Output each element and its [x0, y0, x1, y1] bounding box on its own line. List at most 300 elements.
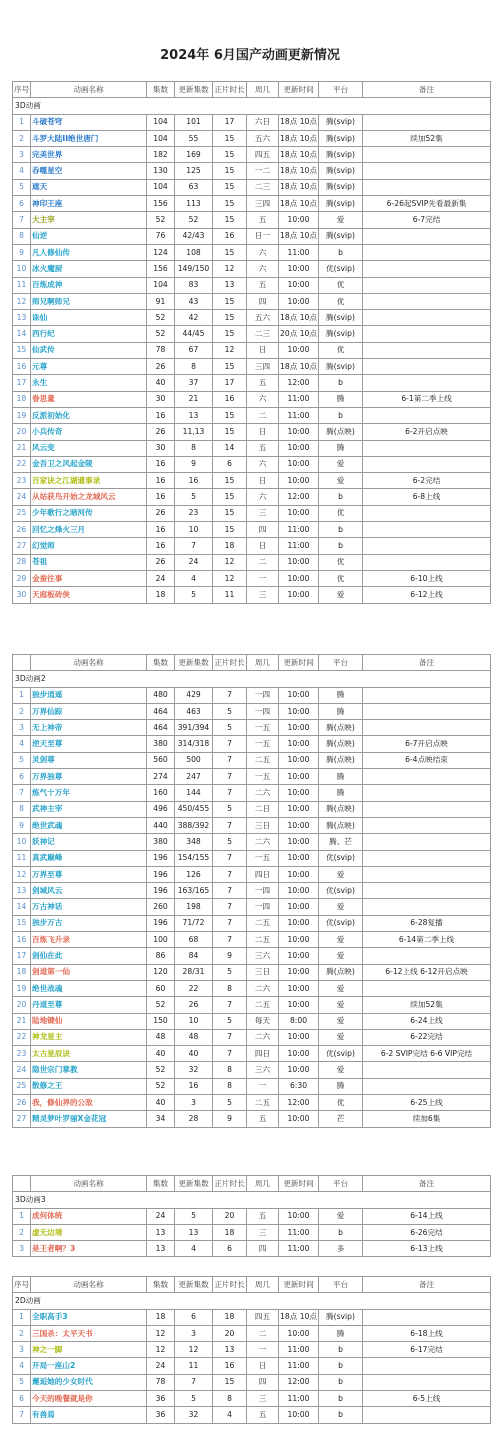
cell-time: 10:00 [279, 212, 319, 228]
cell-time: 10:00 [279, 801, 319, 817]
row-number: 1 [13, 114, 31, 130]
anime-name: 神之一脚 [31, 1342, 147, 1358]
cell-upd: 348 [175, 834, 213, 850]
table-row [13, 522, 491, 538]
cell-eps: 496 [147, 801, 175, 817]
note-cell: 6-14第二季上线 [363, 932, 491, 948]
table-row [13, 244, 491, 260]
column-header: 备注 [363, 1176, 491, 1192]
anime-name: 百炼成神 [31, 277, 147, 293]
row-number: 10 [13, 834, 31, 850]
cell-time: 10:00 [279, 850, 319, 866]
cell-plat: 腾(svip) [319, 196, 363, 212]
cell-plat: 腾 [319, 687, 363, 703]
cell-eps: 34 [147, 1111, 175, 1127]
cell-day: 二日 [247, 801, 279, 817]
anime-name: 今天的晚餐就是你 [31, 1391, 147, 1407]
cell-len: 12 [213, 570, 247, 586]
cell-plat: 爱 [319, 1062, 363, 1078]
cell-upd: 126 [175, 866, 213, 882]
cell-eps: 24 [147, 1358, 175, 1374]
row-number: 10 [13, 261, 31, 277]
cell-upd: 144 [175, 785, 213, 801]
cell-day: 三 [247, 587, 279, 603]
note-cell [363, 179, 491, 195]
note-cell [363, 277, 491, 293]
column-header: 备注 [363, 82, 491, 98]
column-header: 更新时间 [279, 1176, 319, 1192]
cell-time: 10:00 [279, 883, 319, 899]
cell-plat: 优(svip) [319, 915, 363, 931]
cell-eps: 30 [147, 440, 175, 456]
cell-day: 六日 [247, 114, 279, 130]
column-header: 集数 [147, 82, 175, 98]
anime-name: 诛仙 [31, 310, 147, 326]
row-number: 6 [13, 1391, 31, 1407]
cell-len: 14 [213, 440, 247, 456]
row-number: 23 [13, 1046, 31, 1062]
note-cell: 6-12上线 6-12开启点映 [363, 964, 491, 980]
table-row [13, 114, 491, 130]
note-cell: 6-5上线 [363, 1391, 491, 1407]
anime-name: 万界独尊 [31, 769, 147, 785]
cell-plat: b [319, 375, 363, 391]
row-number: 22 [13, 1029, 31, 1045]
cell-len: 16 [213, 391, 247, 407]
cell-plat: 优(svip) [319, 850, 363, 866]
cell-time: 12:00 [279, 489, 319, 505]
cell-time: 10:00 [279, 293, 319, 309]
cell-len: 15 [213, 424, 247, 440]
cell-upd: 7 [175, 1374, 213, 1390]
cell-time: 11:00 [279, 1358, 319, 1374]
cell-eps: 60 [147, 980, 175, 996]
cell-plat: 优(svip) [319, 261, 363, 277]
cell-day: 五 [247, 440, 279, 456]
row-number: 4 [13, 163, 31, 179]
anime-name: 绝世战魂 [31, 980, 147, 996]
cell-plat: b [319, 1407, 363, 1423]
cell-plat: 腾 [319, 785, 363, 801]
cell-len: 6 [213, 456, 247, 472]
anime-name: 幻觉师 [31, 538, 147, 554]
page-title: 2024年 6月国产动画更新情况 [160, 48, 340, 63]
cell-len: 5 [213, 801, 247, 817]
table-row [13, 736, 491, 752]
cell-upd: 101 [175, 114, 213, 130]
cell-eps: 52 [147, 326, 175, 342]
column-header: 序号 [13, 82, 31, 98]
anime-name: 斗罗大陆II绝世唐门 [31, 130, 147, 146]
cell-upd: 5 [175, 489, 213, 505]
cell-len: 13 [213, 1342, 247, 1358]
note-cell: 6-2 SVIP完结 6-6 VIP完结 [363, 1046, 491, 1062]
cell-eps: 52 [147, 212, 175, 228]
anime-name: 丹道至尊 [31, 997, 147, 1013]
cell-plat: b [319, 1224, 363, 1240]
cell-day: 日 [247, 342, 279, 358]
cell-time: 10:00 [279, 570, 319, 586]
cell-upd: 391/394 [175, 720, 213, 736]
cell-upd: 4 [175, 1241, 213, 1257]
cell-upd: 5 [175, 1391, 213, 1407]
row-number: 20 [13, 424, 31, 440]
cell-plat: 爱 [319, 948, 363, 964]
note-cell [363, 1309, 491, 1325]
row-number: 17 [13, 375, 31, 391]
cell-day: 四 [247, 1241, 279, 1257]
anime-name: 独步万古 [31, 915, 147, 931]
row-number: 1 [13, 1309, 31, 1325]
cell-day: 五 [247, 277, 279, 293]
anime-name: 仙武传 [31, 342, 147, 358]
cell-time: 18点 10点 [279, 130, 319, 146]
cell-eps: 156 [147, 196, 175, 212]
cell-time: 18点 10点 [279, 1309, 319, 1325]
note-cell [363, 899, 491, 915]
anime-name: 金蚕往事 [31, 570, 147, 586]
cell-plat: 优 [319, 554, 363, 570]
cell-day: 二三 [247, 326, 279, 342]
cell-time: 11:00 [279, 1224, 319, 1240]
note-cell [363, 1078, 491, 1094]
cell-upd: 108 [175, 244, 213, 260]
cell-time: 18点 10点 [279, 163, 319, 179]
cell-plat: 爱 [319, 997, 363, 1013]
cell-time: 6:30 [279, 1078, 319, 1094]
cell-time: 10:00 [279, 277, 319, 293]
cell-eps: 24 [147, 1208, 175, 1224]
column-header: 正片时长 [213, 1277, 247, 1293]
column-header: 更新集数 [175, 82, 213, 98]
cell-day: 三日 [247, 817, 279, 833]
table-row [13, 1309, 491, 1325]
anime-name: 苍祖 [31, 554, 147, 570]
cell-eps: 196 [147, 915, 175, 931]
cell-eps: 91 [147, 293, 175, 309]
cell-eps: 156 [147, 261, 175, 277]
cell-time: 10:00 [279, 785, 319, 801]
anime-name: 三国杀：太平天书 [31, 1325, 147, 1341]
row-number: 2 [13, 1325, 31, 1341]
row-number: 6 [13, 769, 31, 785]
cell-eps: 104 [147, 277, 175, 293]
anime-name: 成何体统 [31, 1208, 147, 1224]
cell-day: 日一 [247, 228, 279, 244]
anime-name: 隐世宗门掌教 [31, 1062, 147, 1078]
note-cell: 6-17完结 [363, 1342, 491, 1358]
cell-day: 三四 [247, 359, 279, 375]
cell-day: 一五 [247, 736, 279, 752]
table-row [13, 326, 491, 342]
cell-plat: 优 [319, 505, 363, 521]
table-row [13, 277, 491, 293]
note-cell: 6-4点映结束 [363, 752, 491, 768]
table-row [13, 850, 491, 866]
table-row [13, 1224, 491, 1240]
cell-eps: 130 [147, 163, 175, 179]
cell-upd: 37 [175, 375, 213, 391]
table-row [13, 834, 491, 850]
row-number: 2 [13, 1224, 31, 1240]
cell-time: 10:00 [279, 342, 319, 358]
anime-name: 散修之王 [31, 1078, 147, 1094]
anime-name: 吞噬星空 [31, 163, 147, 179]
cell-upd: 32 [175, 1407, 213, 1423]
cell-eps: 104 [147, 114, 175, 130]
anime-name: 全职高手3 [31, 1309, 147, 1325]
cell-time: 18点 10点 [279, 196, 319, 212]
cell-day: 二五 [247, 997, 279, 1013]
cell-plat: 腾(点映) [319, 424, 363, 440]
column-header: 周几 [247, 1176, 279, 1192]
anime-name: 炼气十万年 [31, 785, 147, 801]
cell-len: 7 [213, 915, 247, 931]
note-cell: 6-18上线 [363, 1325, 491, 1341]
cell-len: 7 [213, 752, 247, 768]
cell-day: 三四 [247, 196, 279, 212]
cell-upd: 8 [175, 359, 213, 375]
cell-len: 17 [213, 375, 247, 391]
cell-plat: 腾 [319, 769, 363, 785]
anime-name: 反派初始化 [31, 407, 147, 423]
note-cell [363, 326, 491, 342]
row-number: 9 [13, 817, 31, 833]
cell-plat: b [319, 522, 363, 538]
row-number: 11 [13, 850, 31, 866]
cell-time: 11:00 [279, 1391, 319, 1407]
table-row [13, 587, 491, 603]
cell-time: 10:00 [279, 1046, 319, 1062]
column-header: 备注 [363, 655, 491, 671]
row-number: 13 [13, 310, 31, 326]
cell-day: 五六 [247, 310, 279, 326]
cell-day: 一四 [247, 883, 279, 899]
cell-plat: b [319, 1374, 363, 1390]
cell-len: 7 [213, 769, 247, 785]
table-header-row [13, 655, 491, 671]
cell-day: 六 [247, 456, 279, 472]
table-row [13, 866, 491, 882]
cell-day: 五 [247, 1111, 279, 1127]
cell-plat: 腾(svip) [319, 163, 363, 179]
anime-name: 师兄啊师兄 [31, 293, 147, 309]
anime-name: 万界至尊 [31, 866, 147, 882]
cell-eps: 30 [147, 391, 175, 407]
cell-len: 7 [213, 932, 247, 948]
cell-time: 10:00 [279, 261, 319, 277]
column-header: 正片时长 [213, 655, 247, 671]
row-number: 8 [13, 801, 31, 817]
row-number: 25 [13, 505, 31, 521]
cell-eps: 40 [147, 375, 175, 391]
cell-len: 13 [213, 277, 247, 293]
cell-eps: 52 [147, 1078, 175, 1094]
cell-plat: b [319, 407, 363, 423]
anime-name: 元尊 [31, 359, 147, 375]
cell-len: 15 [213, 489, 247, 505]
row-number: 28 [13, 554, 31, 570]
anime-name: 金吾卫之风起金陵 [31, 456, 147, 472]
table-row [13, 915, 491, 931]
cell-eps: 13 [147, 1241, 175, 1257]
cell-time: 18点 10点 [279, 114, 319, 130]
note-cell [363, 1062, 491, 1078]
cell-upd: 67 [175, 342, 213, 358]
row-number: 7 [13, 1407, 31, 1423]
cell-eps: 26 [147, 505, 175, 521]
cell-len: 18 [213, 1224, 247, 1240]
table-row [13, 980, 491, 996]
column-header: 动画名称 [31, 82, 147, 98]
row-number: 2 [13, 130, 31, 146]
cell-day: 二六 [247, 834, 279, 850]
cell-day: 日 [247, 473, 279, 489]
table-row [13, 769, 491, 785]
cell-time: 18点 10点 [279, 359, 319, 375]
table-3d-anime-2 [12, 654, 491, 1128]
cell-len: 15 [213, 407, 247, 423]
note-cell [363, 720, 491, 736]
cell-eps: 196 [147, 850, 175, 866]
row-number: 2 [13, 703, 31, 719]
table-row [13, 1046, 491, 1062]
cell-upd: 28 [175, 1111, 213, 1127]
note-cell: 6-26完结 [363, 1224, 491, 1240]
note-cell: 6-13上线 [363, 1241, 491, 1257]
cell-len: 15 [213, 473, 247, 489]
cell-plat: b [319, 1358, 363, 1374]
cell-day: 一四 [247, 899, 279, 915]
cell-len: 15 [213, 326, 247, 342]
cell-upd: 42/43 [175, 228, 213, 244]
table-row [13, 1078, 491, 1094]
cell-time: 10:00 [279, 948, 319, 964]
anime-name: 独步逍遥 [31, 687, 147, 703]
cell-eps: 78 [147, 342, 175, 358]
column-header: 序号 [13, 1277, 31, 1293]
cell-eps: 12 [147, 1325, 175, 1341]
table-header-row [13, 1176, 491, 1192]
cell-day: 六 [247, 391, 279, 407]
row-number: 5 [13, 179, 31, 195]
cell-time: 10:00 [279, 440, 319, 456]
cell-upd: 3 [175, 1325, 213, 1341]
cell-upd: 314/318 [175, 736, 213, 752]
row-number: 8 [13, 228, 31, 244]
table-row [13, 1374, 491, 1390]
column-header: 平台 [319, 1277, 363, 1293]
table-row [13, 1208, 491, 1224]
table-row [13, 407, 491, 423]
note-cell [363, 163, 491, 179]
cell-time: 10:00 [279, 736, 319, 752]
cell-upd: 247 [175, 769, 213, 785]
cell-plat: 腾(点映) [319, 817, 363, 833]
note-cell [363, 769, 491, 785]
cell-day: 三六 [247, 1062, 279, 1078]
row-number: 24 [13, 489, 31, 505]
row-number: 23 [13, 473, 31, 489]
row-number: 19 [13, 407, 31, 423]
cell-upd: 22 [175, 980, 213, 996]
cell-day: 五 [247, 1407, 279, 1423]
anime-name: 开局一座山2 [31, 1358, 147, 1374]
anime-name: 斗破苍穹 [31, 114, 147, 130]
anime-name: 逆天至尊 [31, 736, 147, 752]
column-header: 备注 [363, 1277, 491, 1293]
column-header: 集数 [147, 1277, 175, 1293]
cell-upd: 21 [175, 391, 213, 407]
cell-upd: 9 [175, 456, 213, 472]
note-cell [363, 554, 491, 570]
column-header [13, 655, 31, 671]
cell-len: 15 [213, 293, 247, 309]
table-2d-anime [12, 1276, 491, 1424]
cell-time: 18点 10点 [279, 228, 319, 244]
cell-upd: 68 [175, 932, 213, 948]
cell-len: 15 [213, 147, 247, 163]
cell-upd: 149/150 [175, 261, 213, 277]
cell-eps: 16 [147, 538, 175, 554]
cell-day: 三六 [247, 948, 279, 964]
cell-time: 11:00 [279, 522, 319, 538]
cell-eps: 16 [147, 522, 175, 538]
column-header: 平台 [319, 82, 363, 98]
cell-upd: 450/455 [175, 801, 213, 817]
row-number: 14 [13, 899, 31, 915]
cell-upd: 71/72 [175, 915, 213, 931]
cell-plat: 腾(svip) [319, 114, 363, 130]
row-number: 26 [13, 1095, 31, 1111]
column-header: 平台 [319, 655, 363, 671]
note-cell [363, 1407, 491, 1423]
row-number: 11 [13, 277, 31, 293]
anime-name: 仙逆 [31, 228, 147, 244]
note-cell: 6-26起SVIP先看最新集 [363, 196, 491, 212]
cell-len: 11 [213, 587, 247, 603]
cell-time: 10:00 [279, 932, 319, 948]
note-cell: 续加6集 [363, 1111, 491, 1127]
cell-plat: 腾 [319, 1078, 363, 1094]
note-cell: 6-2开启点映 [363, 424, 491, 440]
table-row [13, 1407, 491, 1423]
anime-name: 太古星辰诀 [31, 1046, 147, 1062]
cell-time: 20点 10点 [279, 326, 319, 342]
cell-len: 15 [213, 179, 247, 195]
table-header-row [13, 1277, 491, 1293]
row-number: 3 [13, 720, 31, 736]
cell-len: 15 [213, 505, 247, 521]
cell-upd: 48 [175, 1029, 213, 1045]
cell-len: 7 [213, 736, 247, 752]
cell-time: 10:00 [279, 769, 319, 785]
row-number: 21 [13, 440, 31, 456]
cell-day: 四日 [247, 866, 279, 882]
cell-time: 12:00 [279, 1374, 319, 1390]
table-row [13, 359, 491, 375]
row-number: 9 [13, 244, 31, 260]
cell-eps: 100 [147, 932, 175, 948]
cell-time: 18点 10点 [279, 179, 319, 195]
cell-eps: 150 [147, 1013, 175, 1029]
table-row [13, 1111, 491, 1127]
cell-day: 四五 [247, 147, 279, 163]
table-row [13, 1013, 491, 1029]
cell-plat: 腾 [319, 703, 363, 719]
column-header: 集数 [147, 655, 175, 671]
cell-time: 12:00 [279, 1095, 319, 1111]
